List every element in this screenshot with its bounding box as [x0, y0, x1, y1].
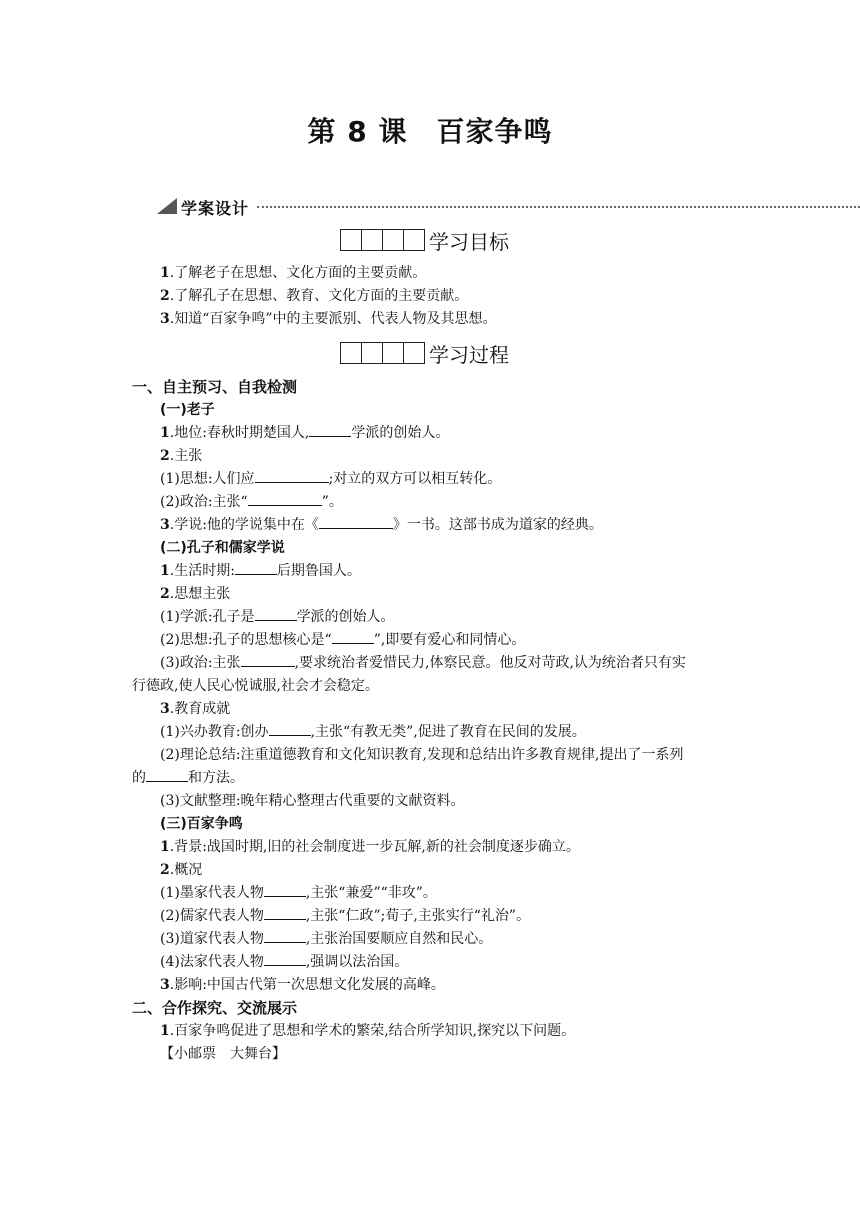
part1-title: 一、自主预习、自我检测 [132, 378, 298, 396]
baijia-line-5: (3)道家代表人物 ,主张治国要顺应自然和民心。 [160, 928, 492, 950]
goal-item-2: 2.了解孔子在思想、教育、文化方面的主要贡献。 [160, 288, 469, 304]
fill-blank [269, 721, 311, 736]
kongzi-line-8: (1)兴办教育:创办 ,主张“有教无类”,促进了教育在民间的发展。 [160, 721, 586, 743]
fill-blank [235, 560, 277, 575]
fill-blank [332, 629, 374, 644]
section-header-bar [157, 196, 860, 218]
fill-blank [264, 882, 306, 897]
laozi-line-1: 1.地位:春秋时期楚国人, 学派的创始人。 [160, 422, 449, 444]
kongzi-line-5: (3)政治:主张 ,要求统治者爱惜民力,体察民意。他反对苛政,认为统治者只有实 [160, 652, 686, 674]
kongzi-line-1: 1.生活时期: 后期鲁国人。 [160, 560, 361, 582]
baijia-line-1: 1.背景:战国时期,旧的社会制度进一步瓦解,新的社会制度逐步确立。 [160, 839, 580, 855]
baijia-line-6: (4)法家代表人物 ,强调以法治国。 [160, 951, 408, 973]
goal-item-3: 3.知道“百家争鸣”中的主要派别、代表人物及其思想。 [160, 311, 497, 327]
laozi-line-5: 3.学说:他的学说集中在《 》一书。这部书成为道家的经典。 [160, 514, 603, 536]
heading-boxes [340, 229, 425, 251]
kongzi-line-10: 的 和方法。 [132, 767, 244, 789]
laozi-line-4: (2)政治:主张“ ”。 [160, 491, 343, 513]
goals-heading-text: 学习目标 [429, 229, 509, 254]
kongzi-line-6: 行德政,使人民心悦诚服,社会才会稳定。 [132, 678, 379, 694]
fill-blank [309, 422, 351, 437]
heading-boxes [340, 342, 425, 364]
part2-line-1: 1.百家争鸣促进了思想和学术的繁荣,结合所学知识,探究以下问题。 [160, 1023, 576, 1039]
baijia-line-7: 3.影响:中国古代第一次思想文化发展的高峰。 [160, 977, 445, 993]
goal-item-1: 1.了解老子在思想、文化方面的主要贡献。 [160, 265, 427, 281]
laozi-line-3: (1)思想:人们应 ;对立的双方可以相互转化。 [160, 468, 501, 490]
fill-blank [264, 951, 306, 966]
dotted-divider [257, 206, 860, 208]
fill-blank [264, 905, 306, 920]
baijia-line-2: 2.概况 [160, 862, 203, 878]
fill-blank [319, 514, 393, 529]
process-heading [340, 341, 509, 365]
fill-blank [241, 652, 295, 667]
baijia-line-3: (1)墨家代表人物 ,主张“兼爱”“非攻”。 [160, 882, 437, 904]
fill-blank [146, 767, 188, 782]
fill-blank [255, 606, 297, 621]
kongzi-line-7: 3.教育成就 [160, 701, 231, 717]
kongzi-line-2: 2.思想主张 [160, 586, 231, 602]
page-title: 第 8 课 百家争鸣 [307, 115, 553, 148]
baijia-title: (三)百家争鸣 [160, 816, 243, 832]
process-heading-text: 学习过程 [429, 342, 509, 367]
part2-title: 二、合作探究、交流展示 [132, 999, 298, 1017]
fill-blank [264, 928, 306, 943]
kongzi-title: (二)孔子和儒家学说 [160, 540, 285, 556]
section-label: 学案设计 [181, 199, 250, 218]
kongzi-line-4: (2)思想:孔子的思想核心是“ ”,即要有爱心和同情心。 [160, 629, 525, 651]
baijia-line-4: (2)儒家代表人物 ,主张“仁政”;荀子,主张实行“礼治”。 [160, 905, 530, 927]
goals-heading [340, 228, 509, 252]
part2-line-2: 【小邮票 大舞台】 [160, 1046, 286, 1062]
fill-blank [248, 491, 322, 506]
kongzi-line-3: (1)学派:孔子是 学派的创始人。 [160, 606, 395, 628]
triangle-icon [157, 198, 177, 214]
fill-blank [255, 468, 329, 483]
laozi-title: (一)老子 [160, 402, 215, 418]
laozi-line-2: 2.主张 [160, 448, 203, 464]
kongzi-line-11: (3)文献整理:晚年精心整理古代重要的文献资料。 [160, 793, 465, 809]
kongzi-line-9: (2)理论总结:注重道德教育和文化知识教育,发现和总结出许多教育规律,提出了一系列 [160, 747, 684, 763]
